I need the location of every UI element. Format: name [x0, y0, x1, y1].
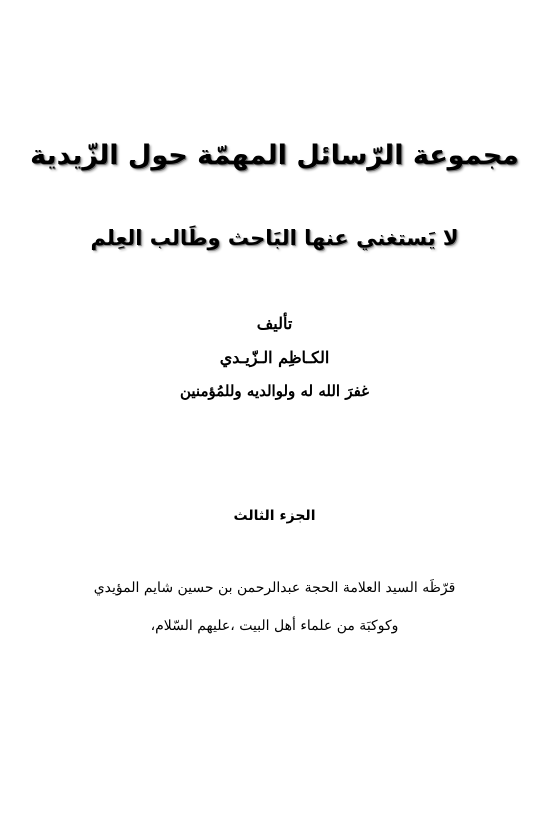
endorsement-line-1: قرّظَه السيد العلامة الحجة عبدالرحمن بن حسين شايم المؤيدي	[93, 580, 456, 596]
endorsement-line-2: وكوكبَة من علماء أهل البيت ،عليهم السّلام،	[150, 618, 399, 634]
authored-label: تأليف	[256, 314, 293, 333]
book-title: مجموعة الرّسائل المهمّة حول الزّيدية	[30, 140, 519, 171]
volume-label: الجزء الثالث	[233, 508, 316, 524]
book-subtitle: لا يَستغني عنها البَاحث وطَالب العِلم	[90, 226, 459, 250]
author-supplication: غفرَ الله له ولوالديه وللمُؤمنين	[179, 382, 370, 400]
author-name: الكـاظِم الـزّيـدي	[219, 348, 330, 367]
